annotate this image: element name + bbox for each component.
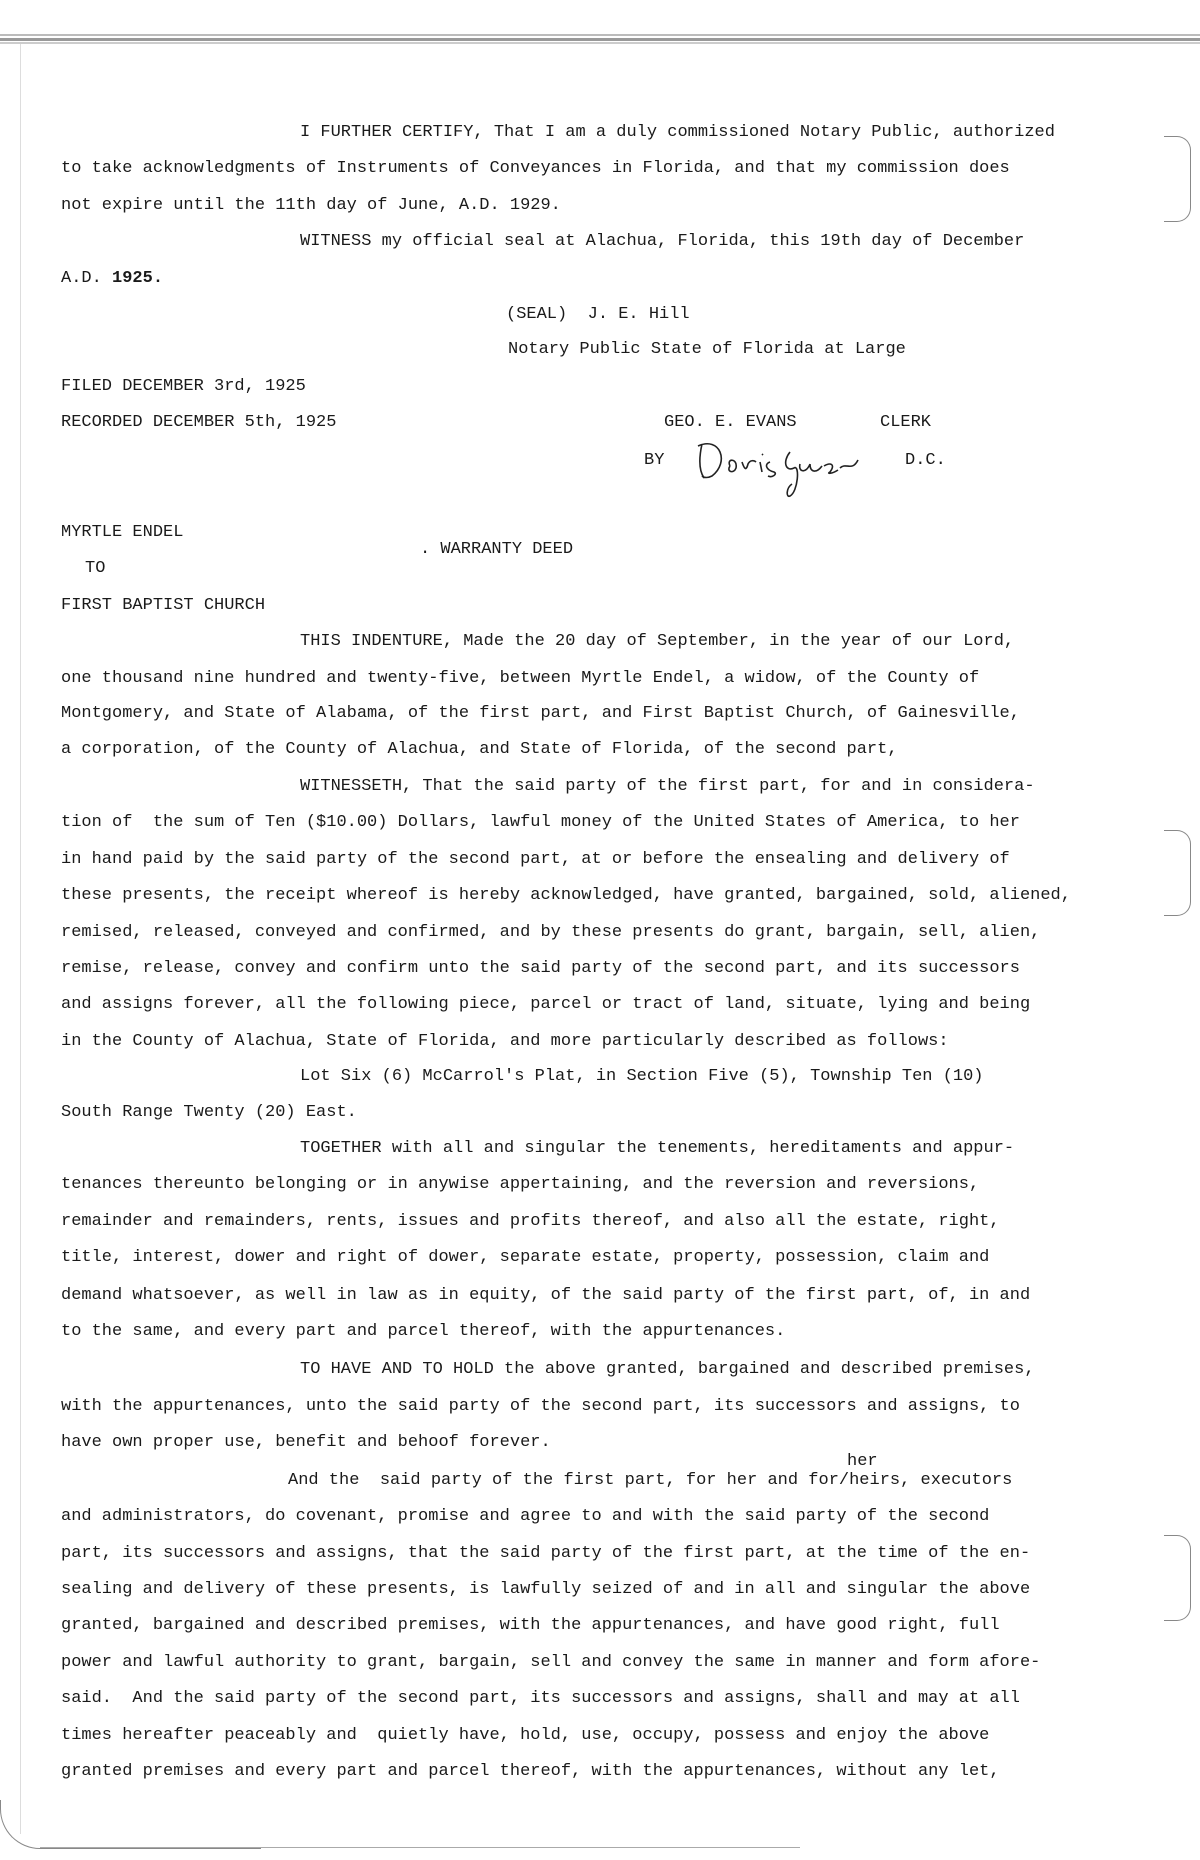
deed-line: tenances thereunto belonging or in anywise appertaining, and the reversion and reversions,: [61, 1175, 980, 1194]
certificate-line: I FURTHER CERTIFY, That I am a duly commissioned Notary Public, authorized: [300, 123, 1055, 142]
deed-line: a corporation, of the County of Alachua, and State of Florida, of the second part,: [61, 740, 898, 759]
filed-date: FILED DECEMBER 3rd, 1925: [61, 377, 306, 396]
deed-line: remise, release, convey and confirm unto the said party of the second part, and its successors: [61, 959, 1020, 978]
notary-title: Notary Public State of Florida at Large: [508, 340, 906, 359]
deed-line: remainder and remainders, rents, issues and profits thereof, and also all the estate, right,: [61, 1212, 1000, 1231]
clerk-title: CLERK: [880, 413, 932, 432]
land-description: South Range Twenty (20) East.: [61, 1103, 357, 1122]
deed-line: demand whatsoever, as well in law as in equity, of the said party of the first part, of, in and: [61, 1286, 1031, 1305]
notary-seal-signature: (SEAL) J. E. Hill: [506, 305, 690, 324]
certificate-line: to take acknowledgments of Instruments of Conveyances in Florida, and that my commission does: [61, 159, 1010, 178]
year-prefix: A.D.: [61, 269, 113, 288]
certificate-line: WITNESS my official seal at Alachua, Florida, this 19th day of December: [300, 232, 1025, 251]
deed-line: WITNESSETH, That the said party of the first part, for and in considera-: [300, 777, 1035, 796]
deed-line: and administrators, do covenant, promise and agree to and with the said party of the second: [61, 1507, 990, 1526]
deed-line: Montgomery, and State of Alabama, of the first part, and First Baptist Church, of Gainesville,: [61, 704, 1020, 723]
deed-line: sealing and delivery of these presents, is lawfully seized of and in all and singular the above: [61, 1580, 1031, 1599]
grantor: MYRTLE ENDEL: [61, 523, 184, 542]
deed-line: with the appurtenances, unto the said party of the second part, its successors and assigns, to: [61, 1397, 1020, 1416]
deed-line: TO HAVE AND TO HOLD the above granted, bargained and described premises,: [300, 1360, 1035, 1379]
deed-line: part, its successors and assigns, that the said party of the first part, at the time of the en-: [61, 1544, 1031, 1563]
binder-hole: [1164, 136, 1191, 222]
by-label: BY: [644, 451, 665, 470]
deed-line: remised, released, conveyed and confirmed, and by these presents do grant, bargain, sell, alien,: [61, 923, 1041, 942]
deed-line: THIS INDENTURE, Made the 20 day of September, in the year of our Lord,: [300, 632, 1015, 651]
land-description: Lot Six (6) McCarrol's Plat, in Section Five (5), Township Ten (10): [300, 1067, 984, 1086]
deputy-clerk-label: D.C.: [905, 451, 946, 470]
deed-line: one thousand nine hundred and twenty-five, between Myrtle Endel, a widow, of the County of: [61, 669, 980, 688]
deed-line: to the same, and every part and parcel thereof, with the appurtenances.: [61, 1322, 786, 1341]
year-value: 1925.: [112, 269, 164, 288]
to-label: TO: [85, 559, 106, 578]
top-border: [0, 34, 1200, 44]
recorded-date: RECORDED DECEMBER 5th, 1925: [61, 413, 337, 432]
deed-line: and assigns forever, all the following piece, parcel or tract of land, situate, lying and being: [61, 995, 1031, 1014]
page-corner: [0, 1800, 261, 1849]
binder-hole: [1164, 1535, 1191, 1621]
deed-line: in hand paid by the said party of the second part, at or before the ensealing and delivery of: [61, 850, 1010, 869]
deed-line: in the County of Alachua, State of Florida, and more particularly described as follows:: [61, 1032, 949, 1051]
clerk-name: GEO. E. EVANS: [664, 413, 797, 432]
deputy-signature: [690, 432, 880, 502]
grantee: FIRST BAPTIST CHURCH: [61, 596, 266, 615]
deed-line: granted premises and every part and parcel thereof, with the appurtenances, without any let,: [61, 1762, 1000, 1781]
deed-line: tion of the sum of Ten ($10.00) Dollars, lawful money of the United States of America, to her: [61, 813, 1020, 832]
deed-title: . WARRANTY DEED: [420, 540, 574, 559]
deed-line: times hereafter peaceably and quietly have, hold, use, occupy, possess and enjoy the above: [61, 1726, 990, 1745]
deed-line: granted, bargained and described premises, with the appurtenances, and have good right, full: [61, 1616, 1000, 1635]
deed-line: these presents, the receipt whereof is hereby acknowledged, have granted, bargained, sold, aliened,: [61, 886, 1071, 905]
deed-line: title, interest, dower and right of dower, separate estate, property, possession, claim and: [61, 1248, 990, 1267]
deed-line: have own proper use, benefit and behoof forever.: [61, 1433, 551, 1452]
deed-line: TOGETHER with all and singular the tenements, hereditaments and appur-: [300, 1139, 1015, 1158]
interlinear-insertion: her: [847, 1452, 878, 1471]
certificate-year: [61, 268, 163, 290]
bottom-border: [40, 1847, 800, 1848]
certificate-line: not expire until the 11th day of June, A.D. 1929.: [61, 196, 561, 215]
deed-line: power and lawful authority to grant, bargain, sell and convey the same in manner and form afore-: [61, 1653, 1041, 1672]
deed-line: And the said party of the first part, for her and for/heirs, executors: [288, 1471, 1013, 1490]
deed-line: said. And the said party of the second part, its successors and assigns, shall and may at all: [61, 1689, 1020, 1708]
left-margin-line: [20, 44, 21, 1834]
binder-hole: [1164, 830, 1191, 916]
